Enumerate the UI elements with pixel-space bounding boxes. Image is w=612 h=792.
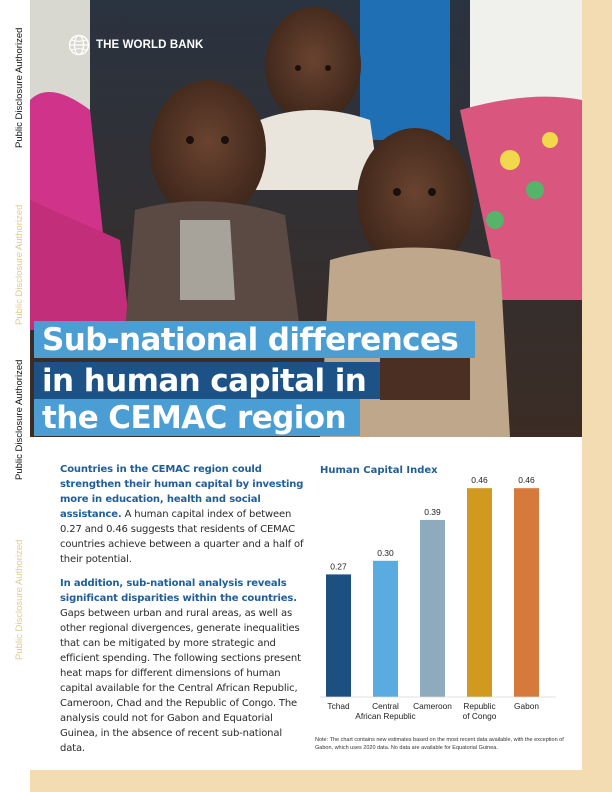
title-line-3: the CEMAC region	[34, 399, 360, 436]
globe-icon	[68, 34, 90, 56]
disclosure-label: Public Disclosure Authorized	[14, 539, 25, 660]
paragraph-1-lead: Countries in the CEMAC region could strengthen their human capital by investing more in education, health and social assistance.	[60, 464, 304, 520]
category-label-0-0: Tchad	[327, 701, 350, 711]
right-accent-band	[582, 0, 612, 792]
title-line-2: in human capital in	[34, 362, 380, 399]
logo-text: THE WORLD BANK	[96, 39, 204, 51]
data-label-3: 0.46	[471, 475, 488, 486]
disclosure-label: Public Disclosure Authorized	[14, 204, 25, 325]
data-label-1: 0.30	[377, 547, 394, 558]
category-label-4-0: Gabon	[514, 701, 539, 711]
data-label-0: 0.27	[330, 561, 347, 572]
disclosure-strip	[0, 0, 30, 792]
chart-title: Human Capital Index	[320, 465, 438, 476]
paragraph-2	[60, 576, 308, 756]
paragraph-2-lead: In addition, sub-national analysis reveals significant disparities within the countries.	[60, 578, 297, 604]
title-line-1: Sub-national differences	[34, 321, 475, 358]
disclosure-label: Public Disclosure Authorized	[14, 27, 25, 148]
data-label-2: 0.39	[424, 506, 441, 517]
hci-bar-chart	[316, 470, 566, 730]
world-bank-logo[interactable]	[68, 34, 203, 56]
category-label-3-0: Republic	[463, 701, 496, 711]
category-label-2-0: Cameroon	[413, 701, 452, 711]
paragraph-2-rest: Gaps between urban and rural areas, as well as other regional divergences, generate inequalities that can be mitigated by more strategic and efficient spending. The following sections present heat maps for different dimensions of human capital available for the Central African Republic, Cameroon, Chad and the Republic of Congo. The analysis could not for Gabon and Equatorial Guinea, in the absence of recent sub-national data.	[60, 608, 301, 754]
category-label-1-0: Central	[372, 701, 399, 711]
bar-3	[467, 488, 492, 697]
bar-4	[514, 488, 539, 697]
bar-0	[326, 574, 351, 697]
chart-note: Note: The chart contains new estimates based on the most recent data available, with the exception of Gabon, which uses 2020 data. No data are available for Equatorial Guinea.	[315, 737, 564, 751]
disclosure-label: Public Disclosure Authorized	[14, 359, 25, 480]
category-label-3-1: of Congo	[462, 711, 497, 721]
category-label-1-1: African Republic	[355, 711, 416, 721]
bar-2	[420, 520, 445, 697]
bar-1	[373, 561, 398, 697]
paragraph-1-rest: A human capital index of between 0.27 and 0.46 suggests that residents of CEMAC countries achieve between a quarter and a half of their potential.	[60, 509, 304, 565]
body-text	[60, 462, 308, 765]
bottom-accent-band	[30, 770, 582, 792]
paragraph-1	[60, 462, 308, 567]
data-label-4: 0.46	[518, 475, 535, 486]
